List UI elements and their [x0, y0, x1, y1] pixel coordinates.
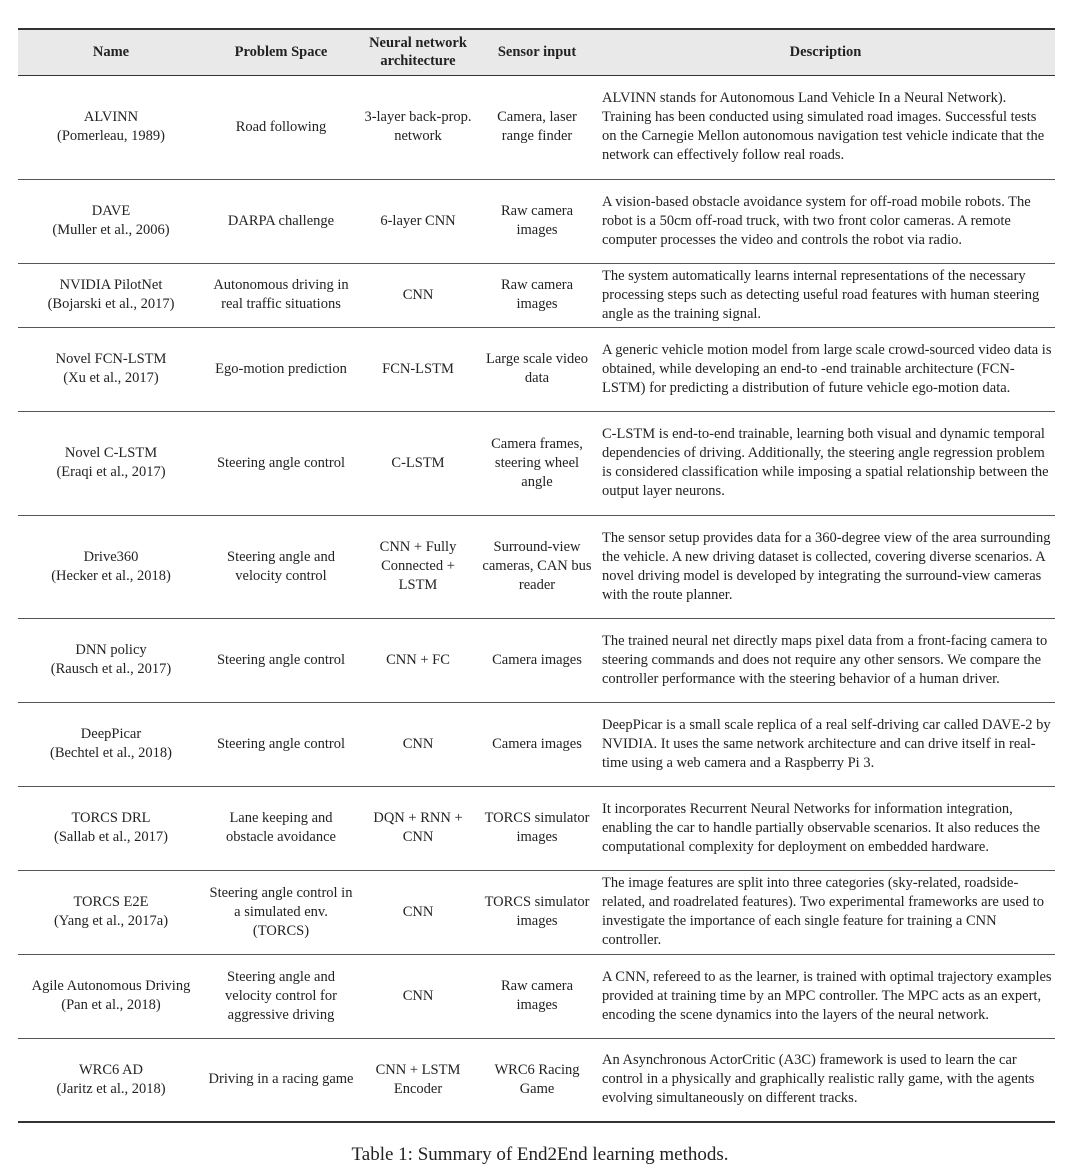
method-name: TORCS DRL	[71, 810, 151, 826]
method-citation: (Yang et al., 2017a)	[53, 913, 169, 929]
cell-description: The sensor setup provides data for a 360-degree view of the area surrounding the vehicle. A new driving dataset is collected, covering diverse scenarios. A novel driving model is developed by integrating the surround-view cameras with the route planner.	[596, 515, 1055, 618]
cell-name	[18, 515, 204, 618]
cell-problem: Steering angle control	[204, 702, 358, 786]
cell-description: A generic vehicle motion model from large scale crowd-sourced video data is obtained, while developing an end-to -end trainable architecture (FCN-LSTM) for predicting a distribution of future vehicle ego-motion data.	[596, 327, 1055, 411]
method-citation: (Jaritz et al., 2018)	[56, 1080, 166, 1097]
cell-architecture: 3-layer back-prop. network	[358, 75, 478, 179]
cell-architecture: CNN + LSTM Encoder	[358, 1038, 478, 1122]
method-citation: (Sallab et al., 2017)	[54, 829, 168, 845]
cell-problem: Steering angle and velocity control for aggressive driving	[204, 954, 358, 1038]
cell-sensor: Large scale video data	[478, 327, 596, 411]
cell-architecture: CNN + Fully Connected + LSTM	[358, 515, 478, 618]
table-row	[18, 870, 1055, 954]
methods-table-container	[18, 28, 1055, 1123]
cell-architecture: CNN + FC	[358, 618, 478, 702]
cell-architecture: DQN + RNN + CNN	[358, 786, 478, 870]
cell-architecture: CNN	[358, 702, 478, 786]
cell-architecture: CNN	[358, 263, 478, 327]
cell-sensor: Raw camera images	[478, 179, 596, 263]
method-name: Drive360	[83, 548, 139, 565]
method-name: TORCS E2E	[73, 894, 149, 910]
cell-sensor: Camera images	[478, 702, 596, 786]
cell-problem: DARPA challenge	[204, 179, 358, 263]
cell-description: The system automatically learns internal representations of the necessary processing steps such as detecting useful road features with human steering angle as the training signal.	[596, 263, 1055, 327]
cell-architecture: CNN	[358, 870, 478, 954]
table-row	[18, 263, 1055, 327]
header-name: Name	[18, 29, 204, 75]
cell-description: It incorporates Recurrent Neural Networks for information integration, enabling the car to handle partially observable scenarios. It also reduces the computational complexity for deployment on embedded hardware.	[596, 786, 1055, 870]
method-name: Agile Autonomous Driving	[31, 978, 191, 994]
table-caption: Table 1: Summary of End2End learning methods.	[351, 1144, 729, 1165]
cell-name	[18, 327, 204, 411]
cell-description: A CNN, refereed to as the learner, is trained with optimal trajectory examples provided at training time by an MPC controller. The MPC acts as an expert, encoding the scene dynamics into the layers of the neural network.	[596, 954, 1055, 1038]
cell-name	[18, 618, 204, 702]
table-row	[18, 179, 1055, 263]
cell-name	[18, 411, 204, 515]
method-citation: (Xu et al., 2017)	[63, 370, 159, 386]
cell-problem: Ego-motion prediction	[204, 327, 358, 411]
cell-architecture: FCN-LSTM	[358, 327, 478, 411]
cell-problem: Autonomous driving in real traffic situations	[204, 263, 358, 327]
method-citation: (Rausch et al., 2017)	[50, 661, 172, 677]
cell-sensor: Camera, laser range finder	[478, 75, 596, 179]
cell-architecture: CNN	[358, 954, 478, 1038]
table-row	[18, 786, 1055, 870]
method-name: WRC6 AD	[78, 1061, 144, 1078]
cell-name	[18, 263, 204, 327]
method-name: NVIDIA PilotNet	[59, 277, 163, 293]
cell-problem: Steering angle and velocity control	[204, 515, 358, 618]
table-row	[18, 702, 1055, 786]
table-row	[18, 411, 1055, 515]
table-header-row	[18, 29, 1055, 75]
method-citation: (Pan et al., 2018)	[61, 997, 161, 1013]
cell-sensor: Raw camera images	[478, 954, 596, 1038]
method-name: Novel C-LSTM	[64, 445, 158, 461]
cell-sensor: Camera images	[478, 618, 596, 702]
cell-sensor: Camera frames, steering wheel angle	[478, 411, 596, 515]
cell-problem: Steering angle control	[204, 618, 358, 702]
table-row	[18, 954, 1055, 1038]
cell-description: DeepPicar is a small scale replica of a real self-driving car called DAVE-2 by NVIDIA. It uses the same network architecture and can drive itself in real-time using a web camera and a Raspberry Pi 3.	[596, 702, 1055, 786]
cell-name	[18, 702, 204, 786]
cell-problem: Lane keeping and obstacle avoidance	[204, 786, 358, 870]
method-citation: (Bechtel et al., 2018)	[50, 745, 172, 761]
cell-architecture: 6-layer CNN	[358, 179, 478, 263]
cell-problem: Steering angle control in a simulated env. (TORCS)	[204, 870, 358, 954]
method-name: Novel FCN-LSTM	[55, 351, 167, 367]
table-row	[18, 75, 1055, 179]
cell-name	[18, 870, 204, 954]
cell-sensor: TORCS simulator images	[478, 786, 596, 870]
cell-architecture: C-LSTM	[358, 411, 478, 515]
cell-name	[18, 75, 204, 179]
cell-name	[18, 1038, 204, 1122]
cell-name	[18, 954, 204, 1038]
cell-sensor: Raw camera images	[478, 263, 596, 327]
cell-description: The trained neural net directly maps pixel data from a front-facing camera to steering commands and does not require any other sensors. We compare the controller performance with the steering behavior of a human driver.	[596, 618, 1055, 702]
cell-description: A vision-based obstacle avoidance system for off-road mobile robots. The robot is a 50cm off-road truck, with two front color cameras. A remote computer processes the video and controls the robot via radio.	[596, 179, 1055, 263]
table-row	[18, 515, 1055, 618]
table-row	[18, 1038, 1055, 1122]
cell-description: ALVINN stands for Autonomous Land Vehicle In a Neural Network). Training has been conducted using simulated road images. Successful tests on the Carnegie Mellon autonomous navigation test vehicle indicate that the network can effectively follow real roads.	[596, 75, 1055, 179]
method-name: DeepPicar	[80, 726, 142, 742]
method-citation: (Eraqi et al., 2017)	[56, 464, 166, 480]
table-row	[18, 618, 1055, 702]
method-citation: (Pomerleau, 1989)	[57, 128, 165, 144]
method-name: DAVE	[91, 203, 131, 219]
method-citation: (Hecker et al., 2018)	[51, 567, 171, 584]
method-citation: (Muller et al., 2006)	[52, 222, 170, 238]
methods-table	[18, 28, 1055, 1123]
method-name: ALVINN	[83, 109, 139, 125]
method-name: DNN policy	[75, 642, 147, 658]
cell-sensor: TORCS simulator images	[478, 870, 596, 954]
cell-problem: Driving in a racing game	[204, 1038, 358, 1122]
table-row	[18, 327, 1055, 411]
cell-description: C-LSTM is end-to-end trainable, learning both visual and dynamic temporal dependencies of driving. Additionally, the steering angle regression problem is considered classification while imposing a spatial relationship between the output layer neurons.	[596, 411, 1055, 515]
header-problem-space: Problem Space	[204, 29, 358, 75]
cell-name	[18, 786, 204, 870]
cell-description: The image features are split into three categories (sky-related, roadside-related, and roadrelated features). Two experimental frameworks are used to investigate the importance of each single feature for training a CNN controller.	[596, 870, 1055, 954]
cell-description: An Asynchronous ActorCritic (A3C) framework is used to learn the car control in a physically and graphically realistic rally game, with the agents evolving simultaneously on different tracks.	[596, 1038, 1055, 1122]
cell-name	[18, 179, 204, 263]
header-architecture: Neural network architecture	[358, 29, 478, 75]
header-sensor: Sensor input	[478, 29, 596, 75]
method-citation: (Bojarski et al., 2017)	[47, 296, 175, 312]
cell-sensor: Surround-view cameras, CAN bus reader	[478, 515, 596, 618]
cell-sensor: WRC6 Racing Game	[478, 1038, 596, 1122]
header-description: Description	[596, 29, 1055, 75]
cell-problem: Road following	[204, 75, 358, 179]
cell-problem: Steering angle control	[204, 411, 358, 515]
